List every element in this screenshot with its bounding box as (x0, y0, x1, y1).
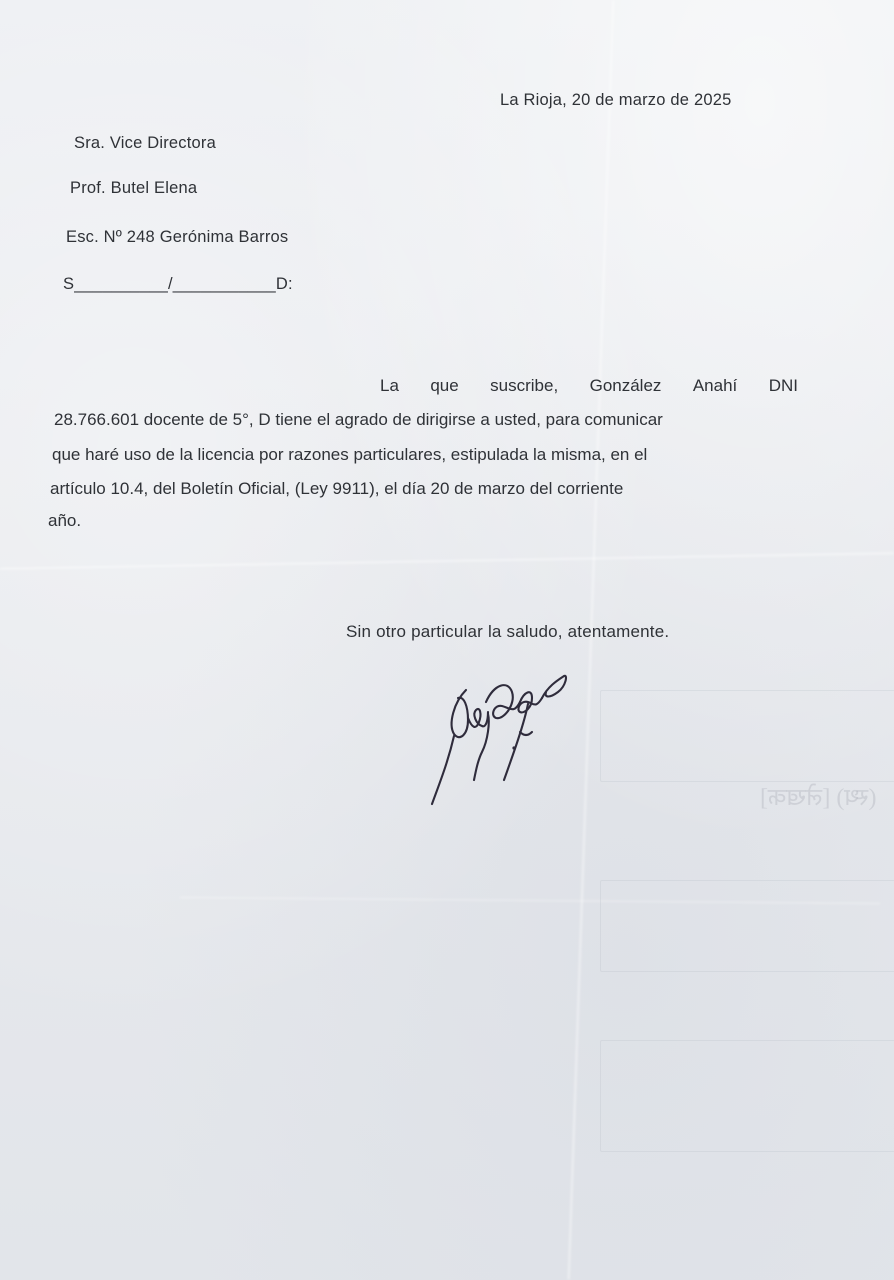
recipient-school: Esc. Nº 248 Gerónima Barros (66, 228, 289, 246)
place-date: La Rioja, 20 de marzo de 2025 (500, 91, 732, 109)
body-word: González (589, 376, 662, 395)
body-line-3: que haré uso de la licencia por razones particulares, estipulada la misma, en el (52, 445, 648, 464)
body-line-5: año. (48, 511, 82, 530)
body-word: que (430, 376, 459, 395)
show-through-box (600, 1040, 894, 1152)
closing-line: Sin otro particular la saludo, atentamente. (346, 622, 670, 641)
recipient-name: Prof. Butel Elena (70, 179, 198, 197)
body-line-4: artículo 10.4, del Boletín Oficial, (Ley 9911), el día 20 de marzo del corriente (50, 479, 624, 498)
handwritten-signature (424, 662, 584, 822)
body-word: DNI (768, 376, 798, 395)
recipient-title: Sra. Vice Directora (74, 134, 216, 152)
body-word: Anahí (692, 376, 738, 395)
body-line-2: 28.766.601 docente de 5°, D tiene el agrado de dirigirse a usted, para comunicar (54, 410, 663, 429)
body-word: La (380, 376, 399, 395)
show-through-box (600, 880, 894, 972)
show-through-text: (स्थ) [लेखक] (760, 785, 877, 811)
show-through-box (600, 690, 894, 782)
paper-crease (0, 552, 894, 570)
body-line-1 (380, 376, 798, 396)
body-word: suscribe, (490, 376, 559, 395)
salutation-sd: S__________/___________D: (63, 275, 293, 293)
